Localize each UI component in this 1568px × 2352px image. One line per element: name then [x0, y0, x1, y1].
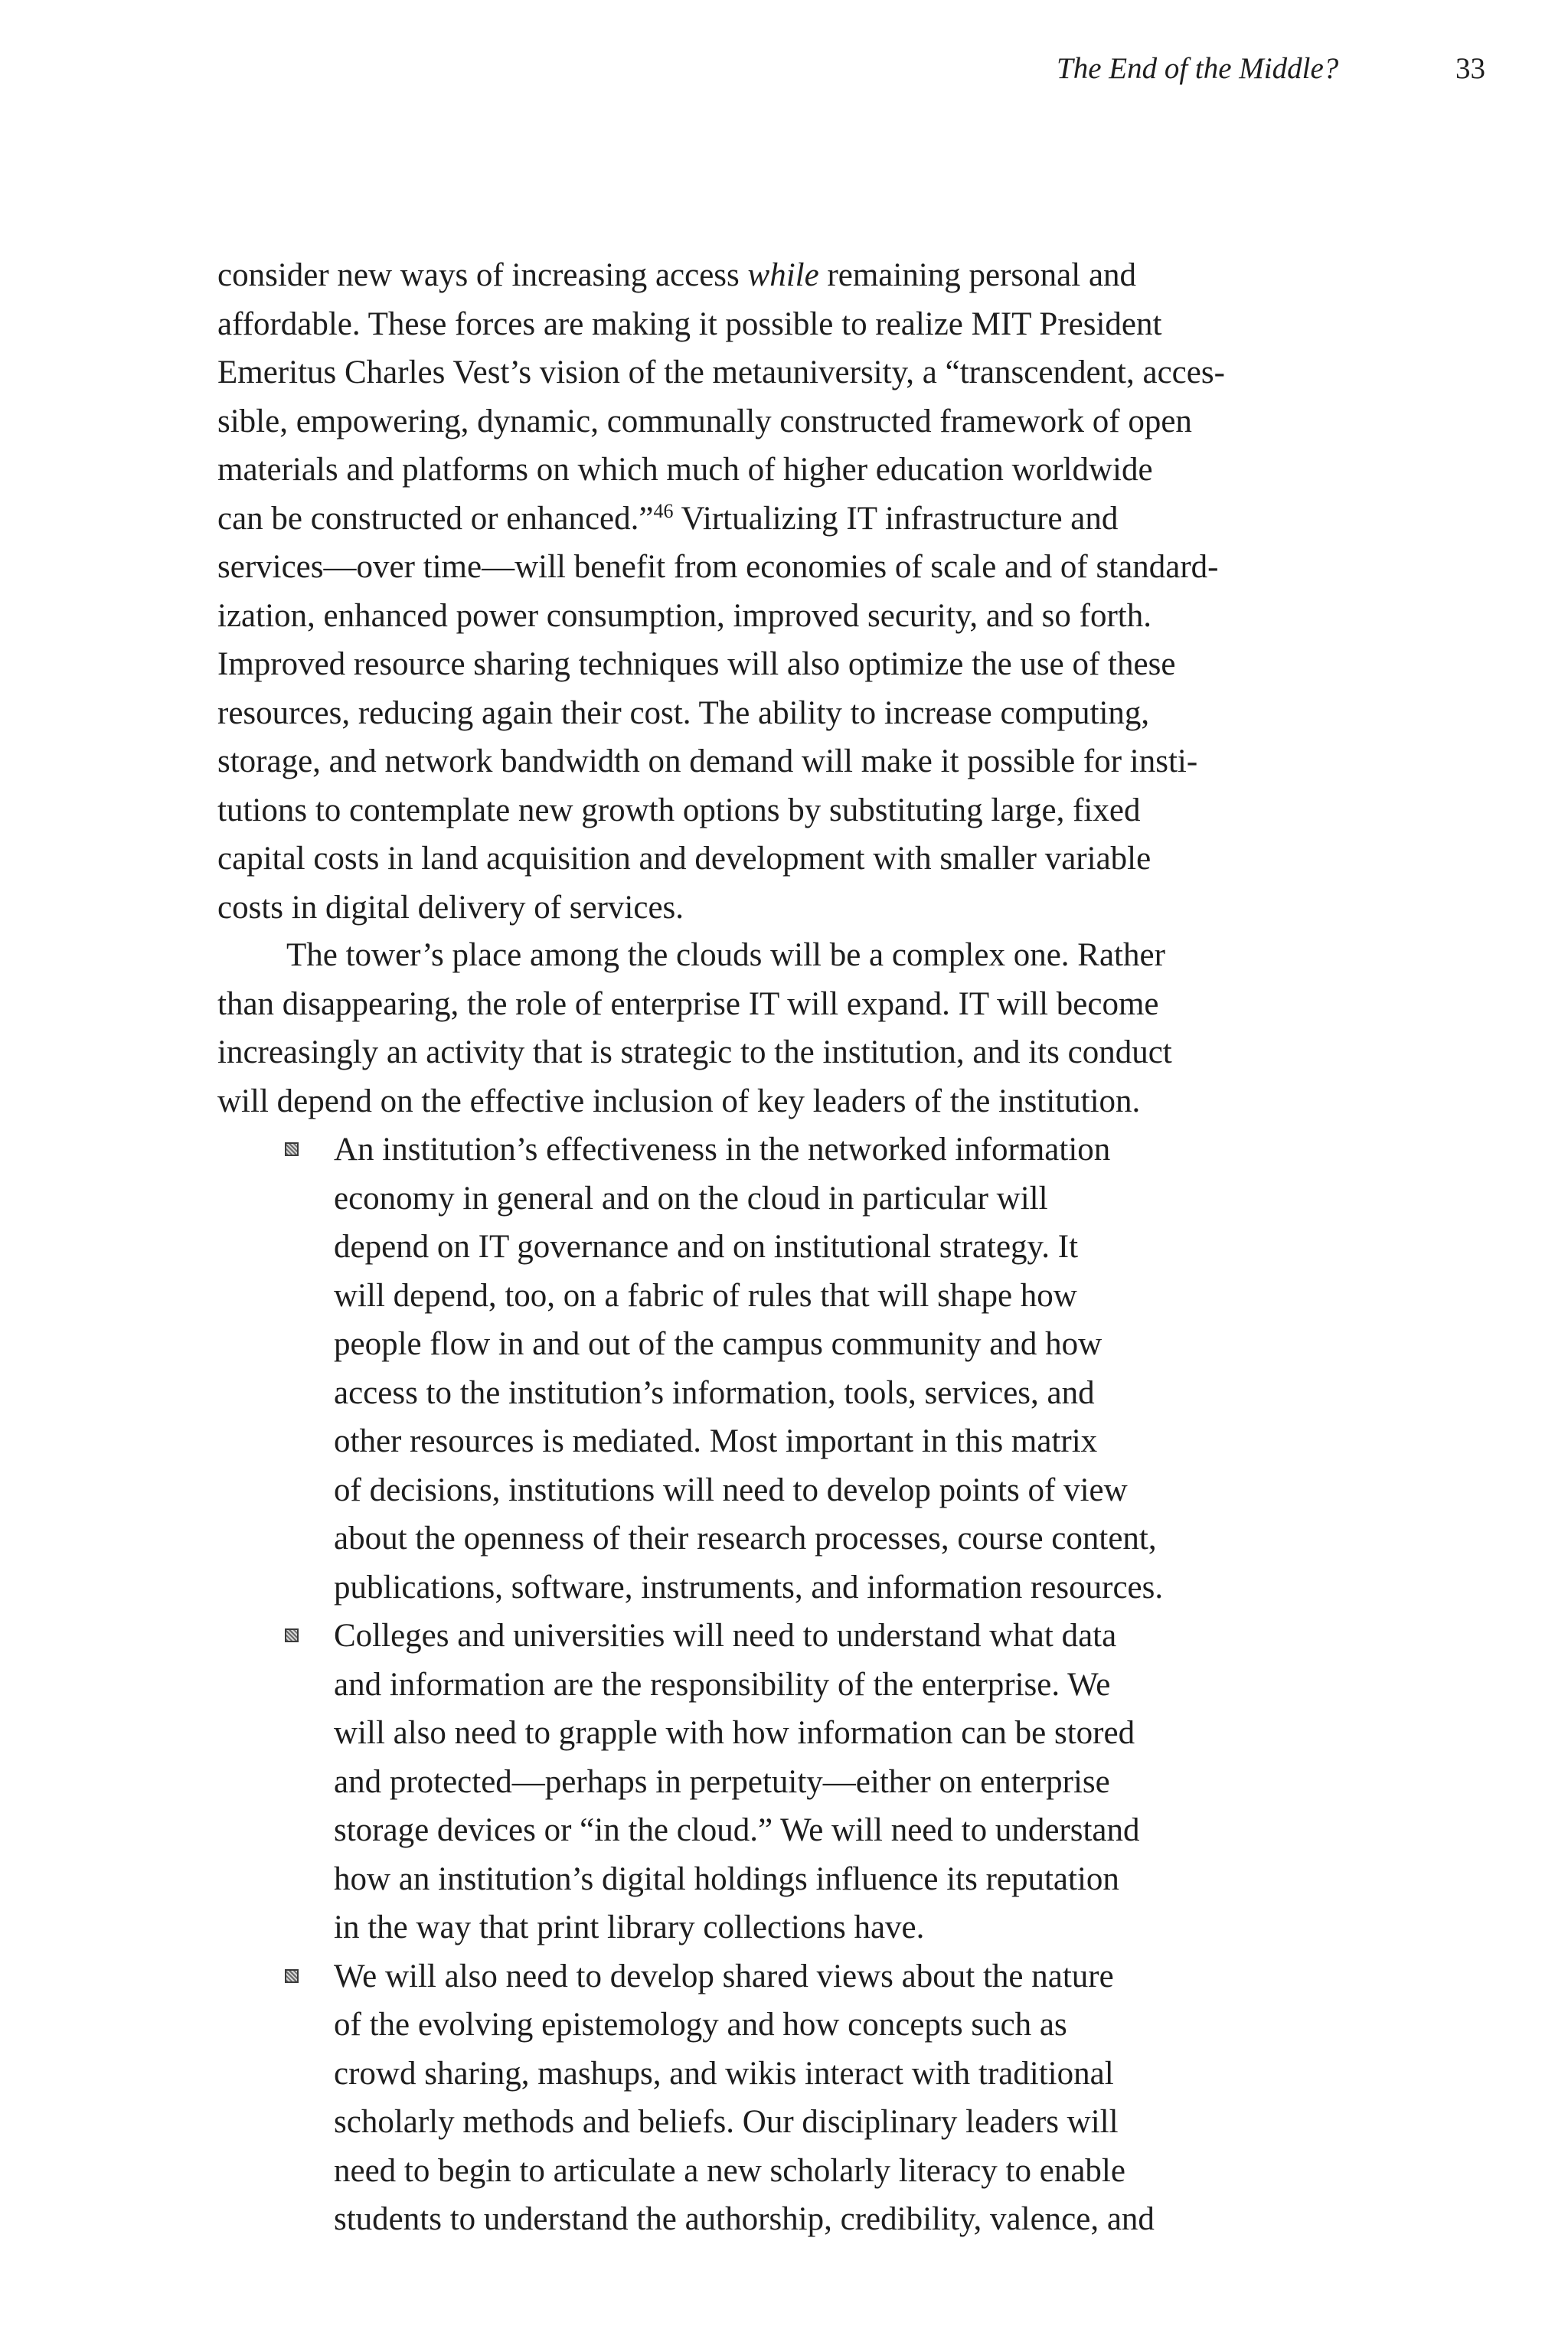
- text-line: students to understand the authorship, credibility, valence, and: [334, 2201, 1155, 2237]
- bullet-list: [217, 1125, 1351, 2244]
- text-line: capital costs in land acquisition and development with smaller variable: [217, 841, 1152, 877]
- text-line: economy in general and on the cloud in particular will: [334, 1180, 1048, 1217]
- text-line: [217, 495, 1351, 544]
- text-line: storage devices or “in the cloud.” We will need to understand: [334, 1812, 1140, 1848]
- text-line: sible, empowering, dynamic, communally constructed framework of open: [217, 403, 1192, 439]
- text-line: how an institution’s digital holdings influence its reputation: [334, 1860, 1119, 1897]
- text-line: materials and platforms on which much of higher education worldwide: [217, 452, 1153, 488]
- text-line: [217, 251, 1351, 300]
- text-line: We will also need to develop shared views about the nature: [334, 1958, 1114, 1994]
- running-head: [1057, 47, 1485, 90]
- text-line: depend on IT governance and on institutional strategy. It: [334, 1229, 1079, 1265]
- text-line: need to begin to articulate a new scholarly literacy to enable: [334, 2152, 1125, 2189]
- bullet-item: [217, 1952, 1351, 2244]
- running-title: The End of the Middle?: [1057, 52, 1339, 85]
- text-line: will also need to grapple with how information can be stored: [334, 1715, 1135, 1751]
- body-paragraph-2: [217, 931, 1351, 1125]
- text-line: An institution’s effectiveness in the networked information: [334, 1132, 1111, 1168]
- square-bullet-icon: [285, 1969, 299, 1983]
- text-line: and protected—perhaps in perpetuity—either on enterprise: [334, 1763, 1110, 1800]
- text-line: Emeritus Charles Vest’s vision of the metauniversity, a “transcendent, acces-: [217, 354, 1225, 390]
- text-line: Colleges and universities will need to understand what data: [334, 1618, 1117, 1654]
- bullet-item: [217, 1125, 1351, 1612]
- text-line: costs in digital delivery of services.: [217, 889, 684, 926]
- text-line: services—over time—will benefit from economies of scale and of standard-: [217, 549, 1219, 585]
- text-line: access to the institution’s information, tools, services, and: [334, 1374, 1095, 1411]
- text-run: Virtualizing IT infrastructure and: [673, 500, 1119, 537]
- text-line: of the evolving epistemology and how concepts such as: [334, 2007, 1067, 2043]
- text-run: consider new ways of increasing access: [217, 257, 748, 293]
- text-line: of decisions, institutions will need to develop points of view: [334, 1472, 1128, 1508]
- bullet-item: [217, 1612, 1351, 1952]
- text-line: publications, software, instruments, and information resources.: [334, 1569, 1164, 1606]
- text-line: scholarly methods and beliefs. Our disciplinary leaders will: [334, 2104, 1119, 2140]
- text-line: will depend on the effective inclusion of key leaders of the institution.: [217, 1083, 1141, 1119]
- text-line: storage, and network bandwidth on demand will make it possible for insti-: [217, 743, 1198, 779]
- body-paragraph-1: [217, 251, 1351, 932]
- text-line: about the openness of their research processes, course content,: [334, 1521, 1157, 1557]
- text-line: tutions to contemplate new growth options by substituting large, fixed: [217, 792, 1141, 828]
- text-line: than disappearing, the role of enterprise IT will expand. IT will become: [217, 985, 1159, 1022]
- text-line: and information are the responsibility of the enterprise. We: [334, 1666, 1111, 1703]
- text-line: affordable. These forces are making it possible to realize MIT President: [217, 305, 1162, 342]
- square-bullet-icon: [285, 1142, 299, 1156]
- italic-word: while: [747, 257, 819, 293]
- text-line: resources, reducing again their cost. The ability to increase computing,: [217, 694, 1150, 731]
- text-run: can be constructed or enhanced.”: [217, 500, 654, 537]
- page-number: 33: [1455, 52, 1485, 85]
- text-line: people flow in and out of the campus community and how: [334, 1326, 1102, 1362]
- footnote-marker[interactable]: 46: [653, 499, 674, 522]
- text-line: Improved resource sharing techniques will also optimize the use of these: [217, 646, 1176, 682]
- text-line: will depend, too, on a fabric of rules that will shape how: [334, 1277, 1077, 1314]
- text-line: in the way that print library collections have.: [334, 1909, 925, 1945]
- text-run: remaining personal and: [818, 257, 1137, 293]
- text-line: ization, enhanced power consumption, improved security, and so forth.: [217, 597, 1152, 634]
- square-bullet-icon: [285, 1628, 299, 1642]
- text-line: other resources is mediated. Most important in this matrix: [334, 1423, 1098, 1459]
- text-line: increasingly an activity that is strategic to the institution, and its conduct: [217, 1034, 1172, 1070]
- text-line: The tower’s place among the clouds will be a complex one. Rather: [286, 937, 1165, 973]
- text-line: crowd sharing, mashups, and wikis interact with traditional: [334, 2055, 1114, 2092]
